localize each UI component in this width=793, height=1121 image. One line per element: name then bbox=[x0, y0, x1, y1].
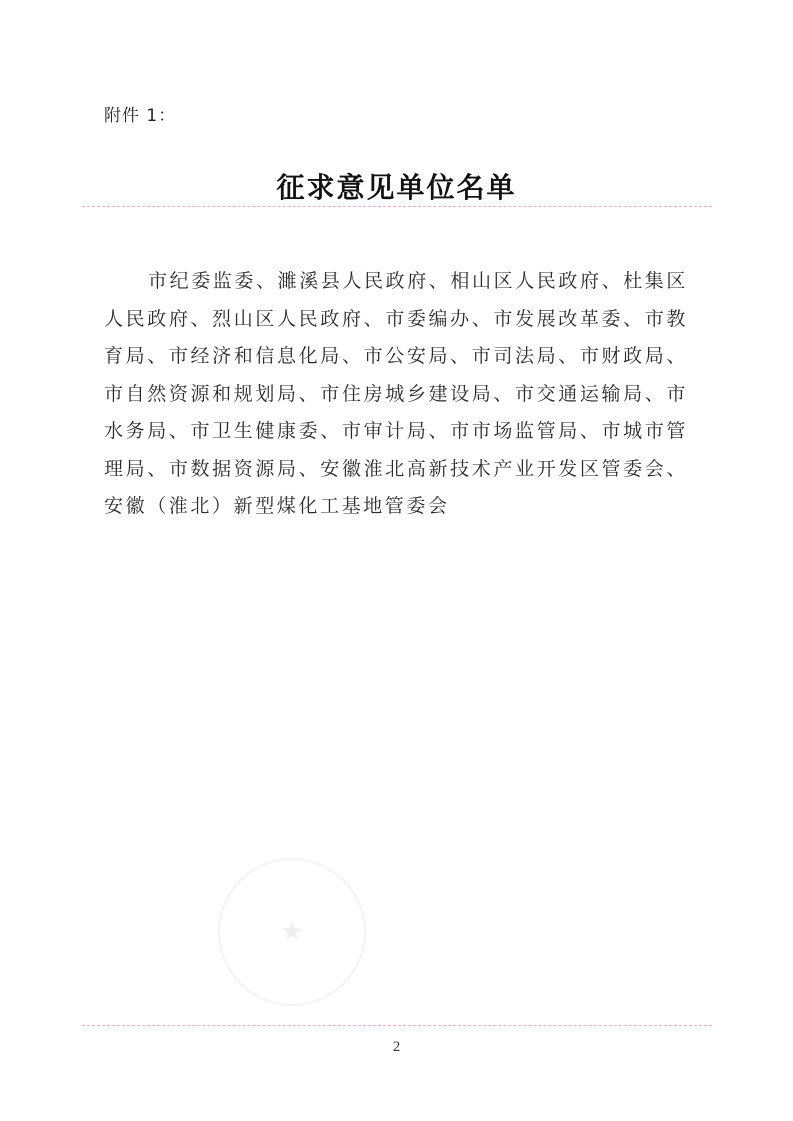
bleed-through-ghost bbox=[96, 127, 716, 167]
page-title: 征求意见单位名单 bbox=[276, 171, 517, 204]
top-divider bbox=[82, 206, 712, 207]
page-number: 2 bbox=[392, 1039, 401, 1055]
bottom-divider bbox=[82, 1025, 712, 1026]
seal-star-icon: ★ bbox=[280, 917, 304, 947]
unit-list-paragraph: 市纪委监委、濉溪县人民政府、相山区人民政府、杜集区人民政府、烈山区人民政府、市委编办、市发展改革委、市教育局、市经济和信息化局、市公安局、市司法局、市财政局、市自然资源和规划局、市住房城乡建设局、市交通运输局、市水务局、市卫生健康委、市审计局、市市场监管局、市城市管理局、市数据资源局、安徽淮北高新技术产业开发区管委会、安徽（淮北）新型煤化工基地管委会 bbox=[104, 270, 689, 517]
official-seal-icon bbox=[218, 858, 366, 1006]
attachment-label: 附件 1： bbox=[104, 106, 177, 126]
